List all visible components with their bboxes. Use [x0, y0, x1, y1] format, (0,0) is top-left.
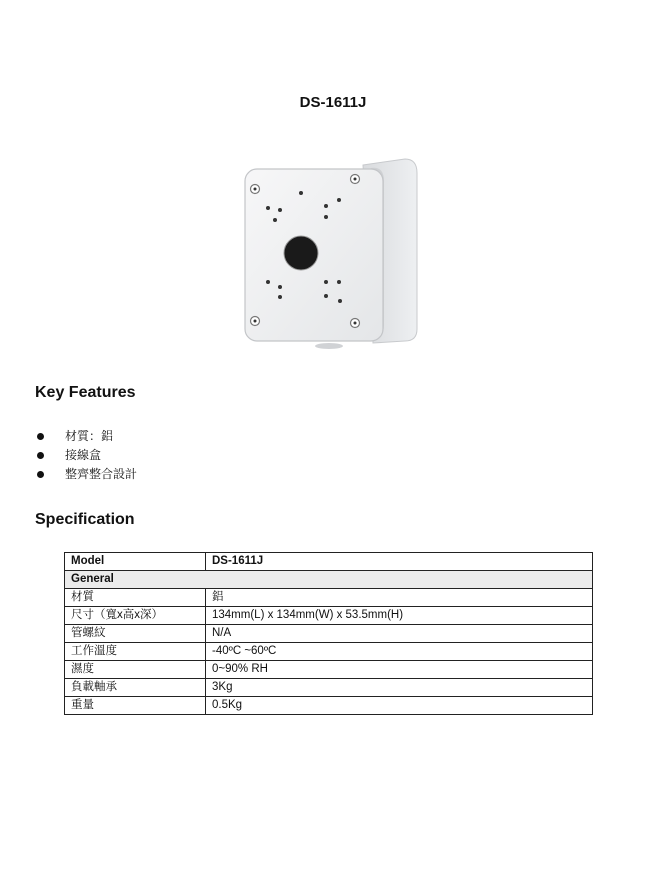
spec-label: 材質 — [65, 589, 206, 607]
spec-value: N/A — [206, 625, 593, 643]
bullet-icon — [37, 452, 44, 459]
spec-label: 工作溫度 — [65, 643, 206, 661]
specification-table — [64, 552, 593, 715]
spec-label: 負載軸承 — [65, 679, 206, 697]
table-row — [65, 697, 593, 715]
spec-value: 鋁 — [206, 589, 593, 607]
product-image — [243, 155, 421, 349]
feature-item: 材質：鋁 — [35, 427, 137, 446]
model-label: Model — [65, 553, 206, 571]
spec-value: 0.5Kg — [206, 697, 593, 715]
table-row — [65, 589, 593, 607]
key-features-heading: Key Features — [35, 384, 136, 401]
feature-item: 接線盒 — [35, 446, 137, 465]
spec-value: 134mm(L) x 134mm(W) x 53.5mm(H) — [206, 607, 593, 625]
spec-value: 3Kg — [206, 679, 593, 697]
specification-heading: Specification — [35, 511, 135, 528]
table-row — [65, 661, 593, 679]
table-group-row — [65, 571, 593, 589]
group-label: General — [65, 571, 593, 589]
spec-label: 尺寸（寬x高x深） — [65, 607, 206, 625]
table-row — [65, 643, 593, 661]
feature-item: 整齊整合設計 — [35, 465, 137, 484]
spec-value: 0~90% RH — [206, 661, 593, 679]
bullet-icon — [37, 433, 44, 440]
bullet-icon — [37, 471, 44, 478]
spec-label: 濕度 — [65, 661, 206, 679]
table-header-row — [65, 553, 593, 571]
spec-label: 重量 — [65, 697, 206, 715]
spec-label: 管螺紋 — [65, 625, 206, 643]
feature-list — [35, 427, 137, 484]
page-title: DS-1611J — [299, 94, 367, 111]
spec-value: -40ºC ~60ºC — [206, 643, 593, 661]
table-row — [65, 679, 593, 697]
table-row — [65, 607, 593, 625]
table-row — [65, 625, 593, 643]
model-value: DS-1611J — [206, 553, 593, 571]
